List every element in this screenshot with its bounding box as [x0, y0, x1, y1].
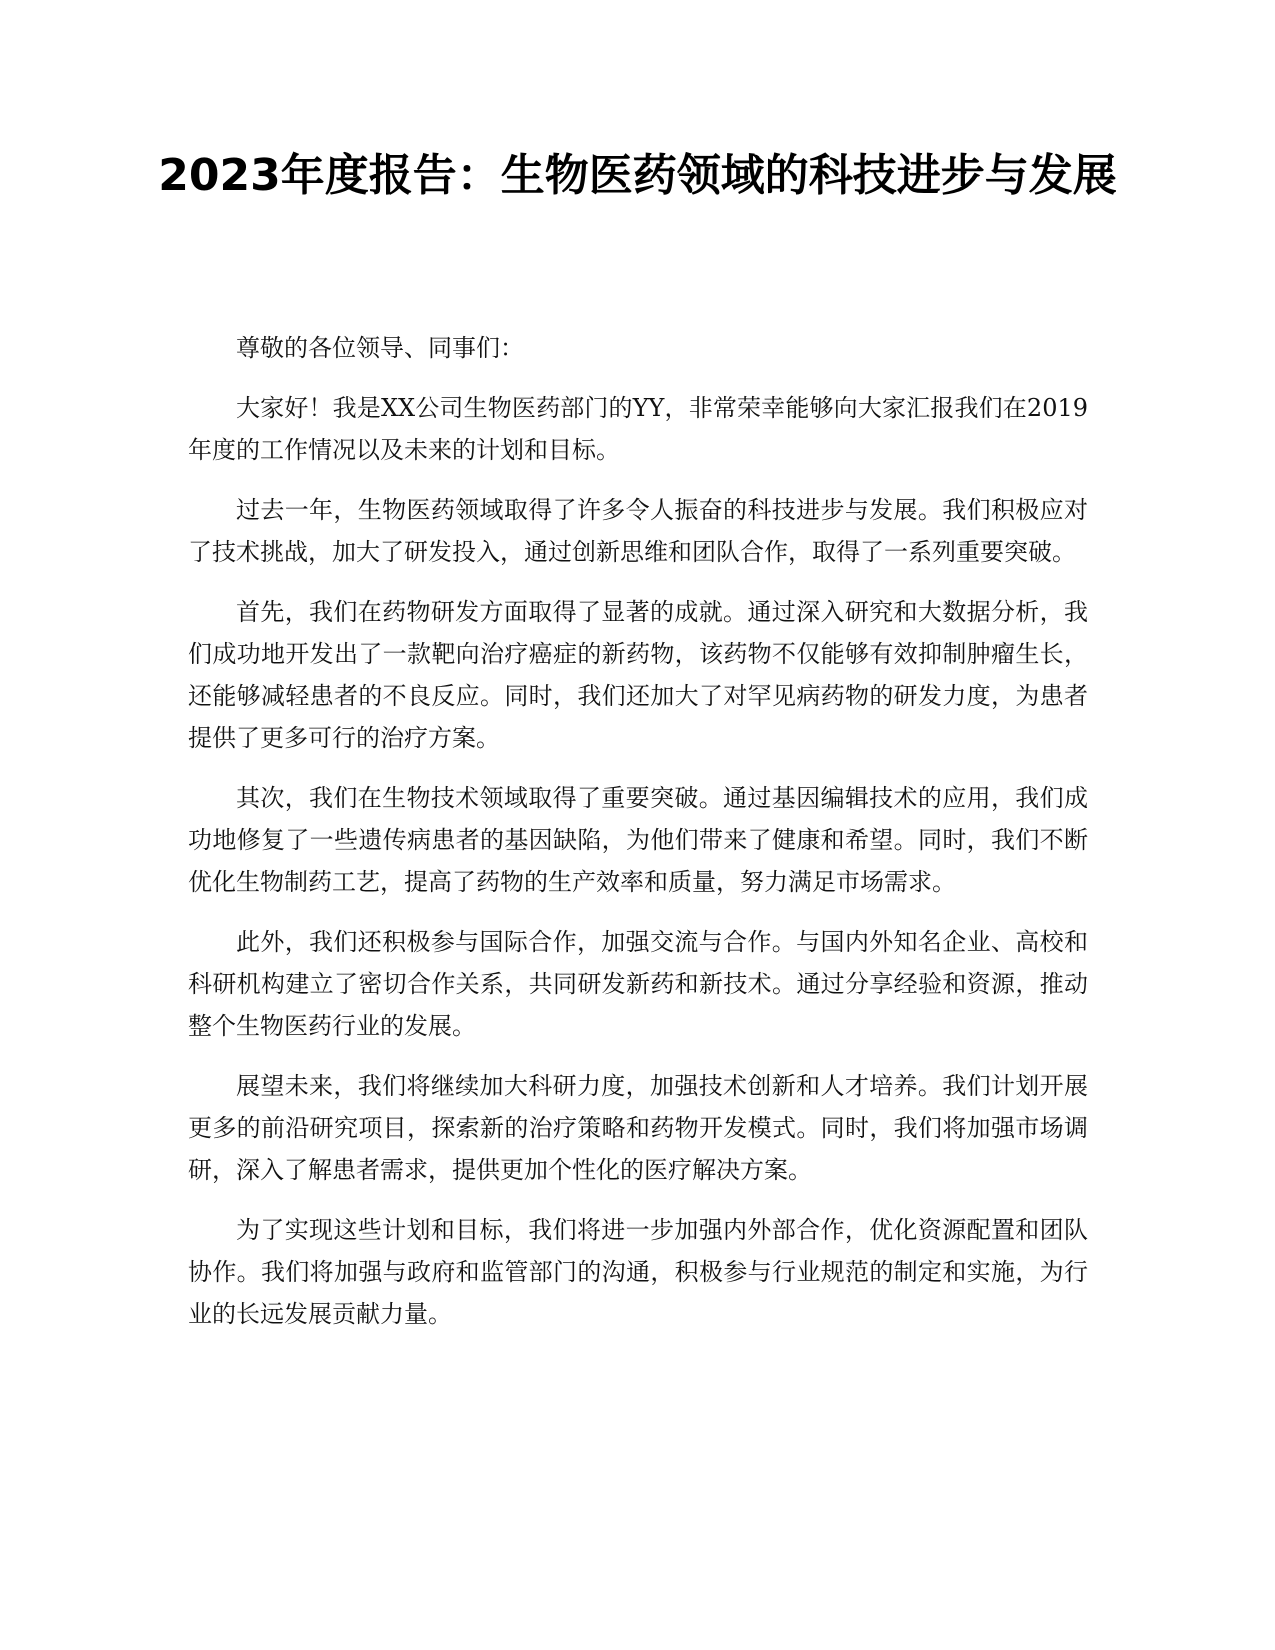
paragraph-salutation: 尊敬的各位领导、同事们：: [236, 334, 524, 362]
document-body: [188, 327, 1088, 1353]
document-title: 2023年度报告：生物医药领域的科技进步与发展: [158, 150, 1117, 201]
paragraph-greeting: 大家好！我是XX公司生物医药部门的YY，非常荣幸能够向大家汇报我们在2019年度的工作情况以及未来的计划和目标。: [188, 394, 1088, 464]
paragraph-drug-research: 首先，我们在药物研发方面取得了显著的成就。通过深入研究和大数据分析，我们成功地开发出了一款靶向治疗癌症的新药物，该药物不仅能够有效抑制肿瘤生长，还能够减轻患者的不良反应。同时，我们还加大了对罕见病药物的研发力度，为患者提供了更多可行的治疗方案。: [188, 598, 1088, 752]
paragraph-plans: 为了实现这些计划和目标，我们将进一步加强内外部合作，优化资源配置和团队协作。我们将加强与政府和监管部门的沟通，积极参与行业规范的制定和实施，为行业的长远发展贡献力量。: [188, 1216, 1088, 1328]
paragraph-outlook: 展望未来，我们将继续加大科研力度，加强技术创新和人才培养。我们计划开展更多的前沿研究项目，探索新的治疗策略和药物开发模式。同时，我们将加强市场调研，深入了解患者需求，提供更加个性化的医疗解决方案。: [188, 1072, 1088, 1184]
paragraph-past-year: 过去一年，生物医药领域取得了许多令人振奋的科技进步与发展。我们积极应对了技术挑战，加大了研发投入，通过创新思维和团队合作，取得了一系列重要突破。: [188, 496, 1088, 566]
paragraph-biotech: 其次，我们在生物技术领域取得了重要突破。通过基因编辑技术的应用，我们成功地修复了一些遗传病患者的基因缺陷，为他们带来了健康和希望。同时，我们不断优化生物制药工艺，提高了药物的生产效率和质量，努力满足市场需求。: [188, 784, 1088, 896]
paragraph-cooperation: 此外，我们还积极参与国际合作，加强交流与合作。与国内外知名企业、高校和科研机构建立了密切合作关系，共同研发新药和新技术。通过分享经验和资源，推动整个生物医药行业的发展。: [188, 928, 1088, 1040]
